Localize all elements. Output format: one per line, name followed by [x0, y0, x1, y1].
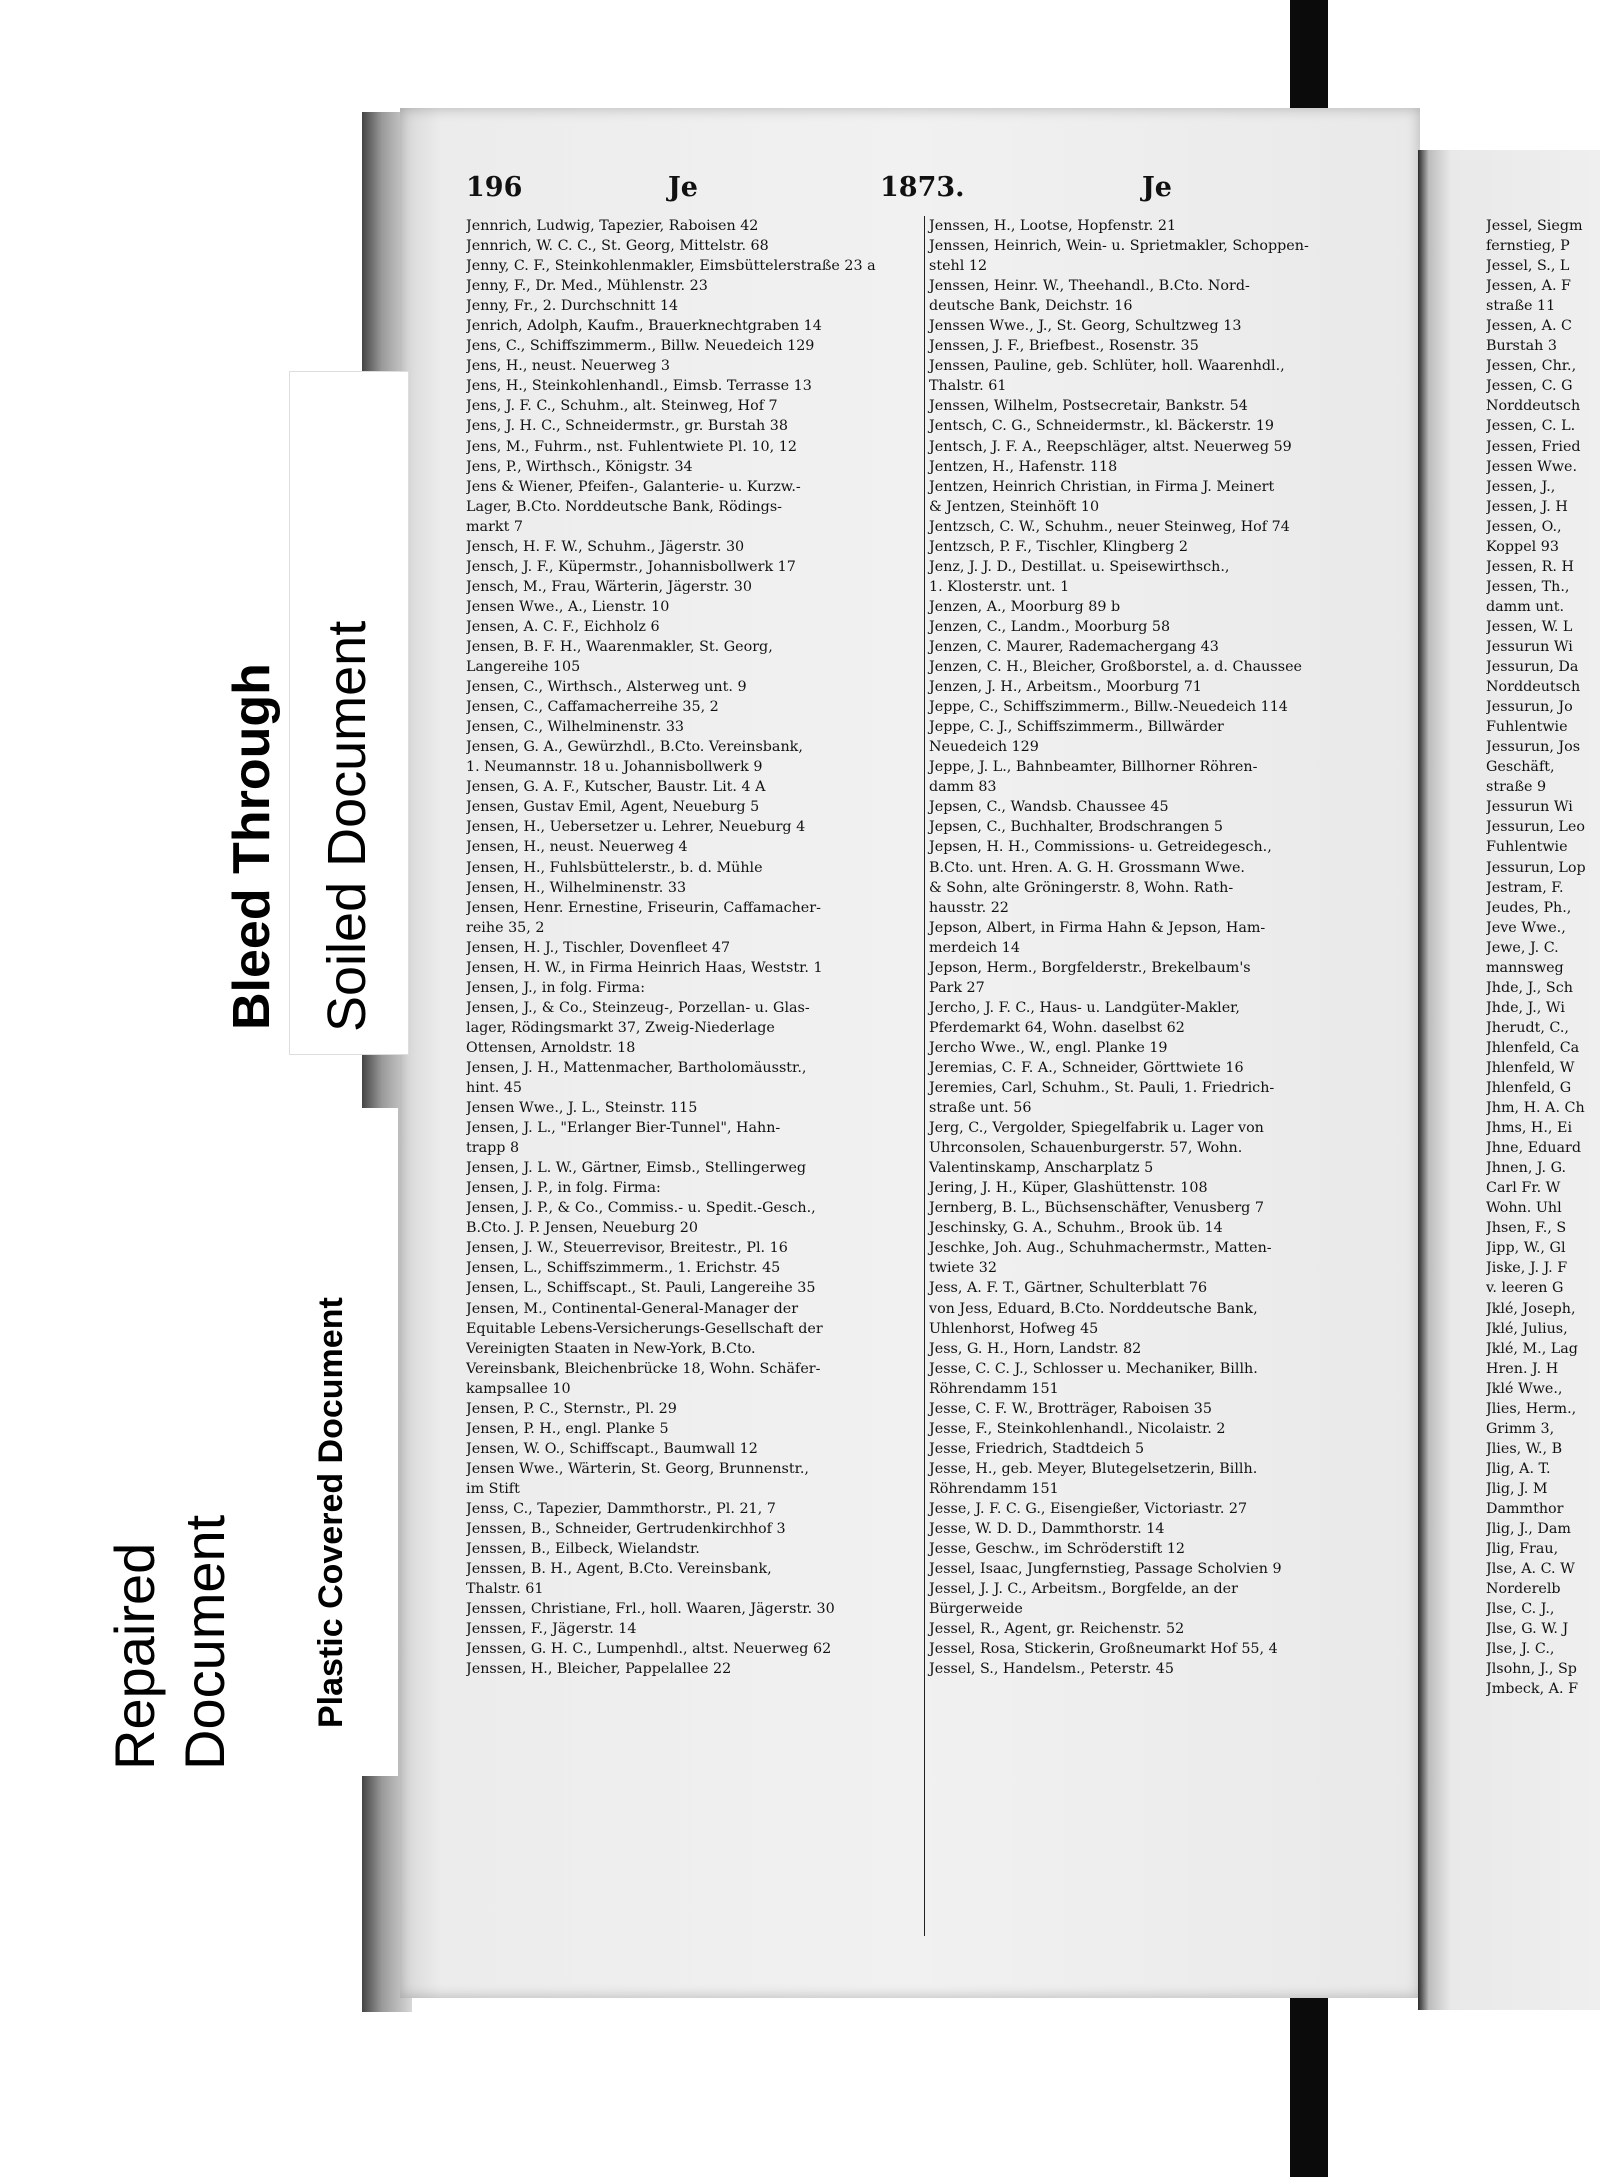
directory-entry-line: Norddeutsch	[1486, 679, 1581, 696]
directory-entry-line: Jesse, F., Steinkohlenhandl., Nicolaistr. 2	[929, 1420, 1226, 1437]
directory-entry-line: Jlig, A. T.	[1486, 1460, 1551, 1477]
directory-entry-line: Jensen, H., neust. Neuerweg 4	[466, 839, 688, 856]
directory-entry-line: Dammthor	[1486, 1501, 1564, 1517]
directory-entry-line: Jessel, S., Handelsm., Peterstr. 45	[929, 1661, 1174, 1678]
directory-entry-line: 1. Klosterstr. unt. 1	[929, 578, 1070, 595]
directory-entry-line: Jenrich, Adolph, Kaufm., Brauerknechtgraben 14	[466, 318, 822, 335]
plastic-covered-text: Plastic Covered Document	[312, 1297, 350, 1728]
directory-entry-line: Jenzen, A., Moorburg 89 b	[929, 598, 1121, 615]
directory-entry-line: Jessurun, Leo	[1486, 819, 1585, 836]
directory-entry-line: Jenss, C., Tapezier, Dammthorstr., Pl. 21, 7	[466, 1501, 776, 1517]
directory-entry-line: Jenssen, H., Lootse, Hopfenstr. 21	[929, 218, 1177, 234]
directory-entry-line: Jess, A. F. T., Gärtner, Schulterblatt 76	[929, 1280, 1208, 1297]
soiled-document-label	[290, 372, 408, 1054]
directory-entry-line: Jensen, J. H., Mattenmacher, Bartholomäusstr.,	[466, 1059, 807, 1076]
directory-entry-line: Langereihe 105	[466, 659, 581, 676]
directory-entry-line: Jering, J. H., Küper, Glashüttenstr. 108	[929, 1180, 1208, 1197]
directory-entry-line: Jlies, Herm.,	[1486, 1400, 1577, 1417]
directory-entry-line: Jennrich, Ludwig, Tapezier, Raboisen 42	[466, 218, 759, 234]
directory-entry-line: B.Cto. unt. Hren. A. G. H. Grossmann Wwe.	[929, 859, 1245, 876]
directory-entry-line: Jepson, Albert, in Firma Hahn & Jepson, Ham-	[929, 919, 1266, 936]
directory-entry-line: Equitable Lebens-Versicherungs-Gesellschaft der	[466, 1320, 823, 1337]
directory-entry-line: Jensen, J., & Co., Steinzeug-, Porzellan- u. Glas-	[466, 999, 810, 1016]
directory-entry-line: Jensen, P. H., engl. Planke 5	[466, 1420, 669, 1437]
repaired-text-line1: Repaired	[103, 1542, 166, 1770]
directory-entry-line: Jentzen, H., Hafenstr. 118	[929, 458, 1118, 475]
directory-entry-line: Jhnen, J. G.	[1486, 1160, 1567, 1177]
directory-entry-line: Vereinigten Staaten in New-York, B.Cto.	[466, 1340, 756, 1357]
directory-entry-line: Jhlenfeld, Ca	[1486, 1039, 1580, 1056]
directory-entry-line: Jensen, J. L. W., Gärtner, Eimsb., Stellingerweg	[466, 1160, 807, 1177]
directory-entry-line: trapp 8	[466, 1140, 520, 1157]
directory-entry-line: Jlse, G. W. J	[1486, 1621, 1569, 1638]
directory-entry-line: Jeppe, J. L., Bahnbeamter, Billhorner Röhren-	[929, 759, 1258, 776]
directory-entry-line: Jenz, J. J. D., Destillat. u. Speisewirthsch.,	[929, 558, 1230, 575]
directory-entry-line: Pferdemarkt 64, Wohn. daselbst 62	[929, 1019, 1185, 1036]
directory-entry-line: Jessen, Fried	[1486, 438, 1581, 455]
directory-entry-line: Jenssen, Christiane, Frl., holl. Waaren, Jägerstr. 30	[466, 1601, 835, 1618]
year: 1873.	[880, 172, 965, 203]
directory-entry-line: Jenssen, F., Jägerstr. 14	[466, 1621, 637, 1638]
directory-entry-line: Jenssen, Heinrich, Wein- u. Sprietmakler, Schoppen-	[929, 238, 1309, 255]
directory-entry-line: Jiske, J. J. F	[1486, 1260, 1568, 1277]
directory-entry-line: Jenssen, Wilhelm, Postsecretair, Bankstr. 54	[929, 398, 1248, 415]
directory-entry-line: Norderelb	[1486, 1581, 1561, 1598]
directory-entry-line: Jeremies, Carl, Schuhm., St. Pauli, 1. Friedrich-	[929, 1080, 1275, 1097]
directory-entry-line: stehl 12	[929, 258, 988, 275]
directory-entry-line: Jentzsch, P. F., Tischler, Klingberg 2	[929, 538, 1188, 555]
directory-entry-line: Geschäft,	[1486, 759, 1555, 776]
directory-entry-line: Jessen, J. H	[1486, 498, 1568, 515]
directory-column-left	[466, 216, 918, 1936]
directory-entry-line: Jenzen, C. Maurer, Rademachergang 43	[929, 638, 1219, 655]
directory-entry-line: Jenssen, Pauline, geb. Schlüter, holl. Waarenhdl.,	[929, 358, 1285, 375]
directory-entry-line: Jenssen, G. H. C., Lumpenhdl., altst. Neuerweg 62	[466, 1641, 832, 1658]
directory-entry-line: Jens & Wiener, Pfeifen-, Galanterie- u. Kurzw.-	[466, 478, 801, 495]
directory-entry-line: Jens, M., Fuhrm., nst. Fuhlentwiete Pl. 10, 12	[466, 438, 797, 455]
directory-entry-line: Jepsen, C., Buchhalter, Brodschrangen 5	[929, 819, 1223, 836]
directory-entry-line: Jesse, J. F. C. G., Eisengießer, Victoriastr. 27	[929, 1501, 1248, 1517]
bleed-through-text: Bleed Through	[223, 663, 281, 1030]
directory-entry-line: Jepson, Herm., Borgfelderstr., Brekelbaum's	[929, 959, 1251, 976]
directory-entry-line: Jklé, Julius,	[1486, 1320, 1568, 1337]
directory-entry-line: Jensen, C., Caffamacherreihe 35, 2	[466, 699, 719, 716]
directory-entry-line: Burstah 3	[1486, 338, 1558, 355]
directory-entry-line: Jensen, A. C. F., Eichholz 6	[466, 618, 660, 635]
directory-entry-line: Jens, C., Schiffszimmerm., Billw. Neuedeich 129	[466, 338, 815, 355]
directory-entry-line: Uhlenhorst, Hofweg 45	[929, 1320, 1099, 1337]
repaired-text-line2: Document	[173, 1514, 236, 1770]
directory-entry-line: deutsche Bank, Deichstr. 16	[929, 298, 1133, 315]
directory-entry-line: Jensen, H., Fuhlsbüttelerstr., b. d. Mühle	[466, 859, 763, 876]
directory-entry-line: Jeudes, Ph.,	[1486, 899, 1572, 916]
directory-entry-line: Jenssen, J. F., Briefbest., Rosenstr. 35	[929, 338, 1199, 355]
directory-entry-line: Jessel, J. J. C., Arbeitsm., Borgfelde, an der	[929, 1581, 1238, 1598]
directory-entry-line: Jlse, A. C. W	[1486, 1561, 1575, 1578]
repaired-document-label	[96, 1330, 256, 1800]
directory-entry-line: Jestram, F.	[1486, 879, 1564, 896]
directory-entry-line: Jhde, J., Wi	[1486, 999, 1565, 1016]
directory-entry-line: fernstieg, P	[1486, 238, 1570, 255]
directory-entry-line: Jesse, W. D. D., Dammthorstr. 14	[929, 1521, 1165, 1538]
directory-entry-line: Jessurun Wi	[1486, 799, 1573, 816]
directory-entry-line: Jennrich, W. C. C., St. Georg, Mittelstr. 68	[466, 238, 769, 255]
directory-entry-line: straße unt. 56	[929, 1100, 1032, 1117]
directory-entry-line: Jewe, J. C.	[1486, 939, 1559, 956]
directory-entry-line: twiete 32	[929, 1260, 997, 1277]
directory-entry-line: Bürgerweide	[929, 1601, 1023, 1618]
directory-entry-line: Jhms, H., Ei	[1486, 1120, 1573, 1137]
directory-entry-line: Jesse, Geschw., im Schröderstift 12	[929, 1541, 1186, 1558]
directory-entry-line: Jessen Wwe.	[1486, 458, 1578, 475]
directory-entry-line: Jessen, J.,	[1486, 478, 1556, 495]
directory-entry-line: Jhlenfeld, W	[1486, 1059, 1575, 1076]
directory-entry-line: Jensen, L., Schiffscapt., St. Pauli, Langereihe 35	[466, 1280, 816, 1297]
directory-entry-line: Jenssen, B., Schneider, Gertrudenkirchhof 3	[466, 1521, 786, 1538]
directory-entry-line: Jhne, Eduard	[1486, 1140, 1582, 1157]
directory-entry-line: Jessel, Rosa, Stickerin, Großneumarkt Hof 55, 4	[929, 1641, 1278, 1658]
directory-entry-line: im Stift	[466, 1480, 520, 1497]
directory-entry-line: Vereinsbank, Bleichenbrücke 18, Wohn. Schäfer-	[466, 1360, 821, 1377]
directory-entry-line: Jensch, M., Frau, Wärterin, Jägerstr. 30	[466, 578, 752, 595]
directory-entry-line: Jenny, F., Dr. Med., Mühlenstr. 23	[466, 278, 708, 295]
directory-entry-line: B.Cto. J. P. Jensen, Neueburg 20	[466, 1220, 698, 1237]
directory-entry-line: Jerg, C., Vergolder, Spiegelfabrik u. Lager von	[929, 1120, 1264, 1137]
directory-entry-line: Jenzen, C. H., Bleicher, Großborstel, a. d. Chaussee	[929, 659, 1302, 676]
directory-entry-line: Jenssen, B., Eilbeck, Wielandstr.	[466, 1541, 700, 1558]
directory-entry-line: Jessel, Isaac, Jungfernstieg, Passage Scholvien 9	[929, 1561, 1282, 1578]
directory-entry-line: Jercho Wwe., W., engl. Planke 19	[929, 1039, 1168, 1056]
directory-entry-line: Jessurun Wi	[1486, 638, 1573, 655]
directory-entry-line: Jhsen, F., S	[1486, 1220, 1567, 1237]
page-number: 196	[466, 172, 523, 203]
directory-entry-line: Jenny, Fr., 2. Durchschnitt 14	[466, 298, 679, 315]
directory-entry-line: Jesse, C. C. J., Schlosser u. Mechaniker, Billh.	[929, 1360, 1258, 1377]
directory-entry-line: Jens, J. F. C., Schuhm., alt. Steinweg, Hof 7	[466, 398, 778, 415]
directory-entry-line: Jesse, Friedrich, Stadtdeich 5	[929, 1440, 1145, 1457]
directory-entry-line: Jensen Wwe., J. L., Steinstr. 115	[466, 1100, 698, 1117]
directory-entry-line: Jessen, Th.,	[1486, 578, 1570, 595]
directory-entry-line: Jessen, C. G	[1486, 378, 1573, 395]
directory-entry-line: Jens, H., Steinkohlenhandl., Eimsb. Terrasse 13	[466, 378, 812, 395]
directory-entry-line: Jens, H., neust. Neuerweg 3	[466, 358, 670, 375]
directory-entry-line: Jenzen, C., Landm., Moorburg 58	[929, 618, 1171, 635]
directory-entry-line: Jensen, Henr. Ernestine, Friseurin, Caffamacher-	[466, 899, 821, 916]
directory-entry-line: Jensen Wwe., A., Lienstr. 10	[466, 598, 670, 615]
directory-entry-line: Hren. J. H	[1486, 1360, 1559, 1377]
directory-entry-line: straße 11	[1486, 298, 1556, 315]
directory-entry-line: Jensen, H. J., Tischler, Dovenfleet 47	[466, 939, 731, 956]
directory-entry-line: & Sohn, alte Gröningerstr. 8, Wohn. Rath-	[929, 879, 1234, 896]
directory-entry-line: Jessen, W. L	[1486, 618, 1573, 635]
directory-entry-line: Jessen, A. C	[1486, 318, 1572, 335]
directory-entry-line: Jernberg, B. L., Büchsenschäfter, Venusberg 7	[929, 1200, 1264, 1217]
directory-entry-line: kampsallee 10	[466, 1380, 571, 1397]
directory-entry-line: Röhrendamm 151	[929, 1380, 1059, 1397]
directory-entry-line: Jensen, G. A. F., Kutscher, Baustr. Lit. 4 A	[466, 779, 766, 796]
directory-entry-line: Jessel, R., Agent, gr. Reichenstr. 52	[929, 1621, 1185, 1638]
directory-entry-line: Jlig, J. M	[1486, 1480, 1548, 1497]
directory-entry-line: Jessel, Siegm	[1486, 218, 1583, 234]
directory-entry-line: Jessen, Chr.,	[1486, 358, 1577, 375]
directory-entry-line: Jenssen Wwe., J., St. Georg, Schultzweg 13	[929, 318, 1242, 335]
right-index-key: Je	[1142, 172, 1172, 203]
directory-entry-line: Jessurun, Lop	[1486, 859, 1586, 876]
directory-entry-line: Jensen, H., Wilhelminenstr. 33	[466, 879, 687, 896]
directory-entry-line: Jensen, P. C., Sternstr., Pl. 29	[466, 1400, 677, 1417]
directory-entry-line: Jessurun, Jos	[1486, 739, 1581, 756]
directory-entry-line: Jessurun, Jo	[1486, 699, 1573, 716]
directory-entry-line: Jlse, C. J.,	[1486, 1601, 1555, 1618]
directory-entry-line: Jessen, C. L.	[1486, 418, 1576, 435]
directory-entry-line: Jeppe, C. J., Schiffszimmerm., Billwärder	[929, 719, 1224, 736]
directory-entry-line: Uhrconsolen, Schauenburgerstr. 57, Wohn.	[929, 1140, 1243, 1157]
directory-entry-line: Jhde, J., Sch	[1486, 979, 1573, 996]
directory-entry-line: Norddeutsch	[1486, 398, 1581, 415]
directory-entry-line: Jens, J. H. C., Schneidermstr., gr. Burstah 38	[466, 418, 788, 435]
directory-entry-line: Jensen Wwe., Wärterin, St. Georg, Brunnenstr.,	[466, 1460, 809, 1477]
directory-entry-line: Jensen, G. A., Gewürzhdl., B.Cto. Vereinsbank,	[466, 739, 803, 756]
directory-entry-line: Jesse, H., geb. Meyer, Blutegelsetzerin, Billh.	[929, 1460, 1258, 1477]
directory-entry-line: & Jentzen, Steinhöft 10	[929, 498, 1100, 515]
directory-entry-line: markt 7	[466, 518, 523, 535]
directory-entry-line: Jlsohn, J., Sp	[1486, 1661, 1577, 1678]
directory-entry-line: Jessen, A. F	[1486, 278, 1571, 295]
soiled-document-text: Soiled Document	[317, 620, 377, 1032]
directory-entry-line: Jeschke, Joh. Aug., Schuhmachermstr., Matten-	[929, 1240, 1272, 1257]
directory-entry-line: Jess, G. H., Horn, Landstr. 82	[929, 1340, 1142, 1357]
directory-entry-line: Carl Fr. W	[1486, 1180, 1561, 1197]
bleed-through-label	[220, 470, 280, 1030]
directory-entry-line: damm 83	[929, 779, 997, 796]
directory-entry-line: Jeremias, C. F. A., Schneider, Görttwiete 16	[929, 1059, 1244, 1076]
directory-entry-line: Jensen, H. W., in Firma Heinrich Haas, Weststr. 1	[466, 959, 823, 976]
directory-entry-line: Valentinskamp, Anscharplatz 5	[929, 1160, 1154, 1177]
directory-entry-line: Jensen, J. P., & Co., Commiss.- u. Spedit.-Gesch.,	[466, 1200, 816, 1217]
directory-entry-line: Jhlenfeld, G	[1486, 1080, 1572, 1097]
directory-entry-line: Röhrendamm 151	[929, 1480, 1059, 1497]
directory-entry-line: Jensen, H., Uebersetzer u. Lehrer, Neueburg 4	[466, 819, 806, 836]
directory-entry-line: Jenny, C. F., Steinkohlenmakler, Eimsbüttelerstraße 23 a	[466, 258, 876, 275]
directory-entry-line: Ottensen, Arnoldstr. 18	[466, 1039, 636, 1056]
directory-entry-line: Jepsen, H. H., Commissions- u. Getreidegesch.,	[929, 839, 1272, 856]
directory-entry-line: Jlse, J. C.,	[1486, 1641, 1555, 1658]
directory-entry-line: Jentzsch, C. W., Schuhm., neuer Steinweg, Hof 74	[929, 518, 1290, 535]
directory-entry-line: hausstr. 22	[929, 899, 1009, 916]
directory-entry-line: Jensen, W. O., Schiffscapt., Baumwall 12	[466, 1440, 758, 1457]
directory-entry-line: Jentsch, C. G., Schneidermstr., kl. Bäckerstr. 19	[929, 418, 1275, 435]
directory-entry-line: Jeppe, C., Schiffszimmerm., Billw.-Neuedeich 114	[929, 699, 1288, 716]
directory-entry-line: lager, Rödingsmarkt 37, Zweig-Niederlage	[466, 1019, 775, 1036]
directory-entry-line: Jessen, R. H	[1486, 558, 1574, 575]
directory-entry-line: Fuhlentwie	[1486, 839, 1568, 856]
running-head	[466, 172, 1326, 206]
directory-entry-line: Jessen, O.,	[1486, 518, 1562, 535]
directory-entry-line: Thalstr. 61	[466, 1581, 544, 1598]
directory-entry-line: Jeschinsky, G. A., Schuhm., Brook üb. 14	[929, 1220, 1223, 1237]
directory-entry-line: Jensen, J. L., "Erlanger Bier-Tunnel", Hahn-	[466, 1120, 781, 1137]
directory-entry-line: Jensen, C., Wirthsch., Alsterweg unt. 9	[466, 679, 747, 696]
directory-entry-line: Neuedeich 129	[929, 739, 1039, 756]
directory-entry-line: Jherudt, C.,	[1486, 1019, 1569, 1036]
directory-entry-line: straße 9	[1486, 779, 1547, 796]
directory-entry-line: hint. 45	[466, 1080, 523, 1097]
directory-entry-line: merdeich 14	[929, 939, 1020, 956]
directory-entry-line: Jlig, J., Dam	[1486, 1521, 1571, 1538]
directory-entry-line: Jensen, C., Wilhelminenstr. 33	[466, 719, 685, 736]
directory-entry-line: Jensen, L., Schiffszimmerm., 1. Erichstr. 45	[466, 1260, 781, 1277]
directory-entry-line: Jeve Wwe.,	[1486, 919, 1566, 936]
directory-entry-line: Jensen, J. P., in folg. Firma:	[466, 1180, 661, 1197]
directory-entry-line: Jessurun, Da	[1486, 659, 1579, 676]
directory-entry-line: Jenzen, J. H., Arbeitsm., Moorburg 71	[929, 679, 1202, 696]
directory-entry-line: Jentsch, J. F. A., Reepschläger, altst. Neuerweg 59	[929, 438, 1292, 455]
directory-entry-line: Grimm 3,	[1486, 1420, 1555, 1437]
directory-entry-line: Jensch, J. F., Küpermstr., Johannisbollwerk 17	[466, 558, 796, 575]
directory-entry-line: Wohn. Uhl	[1486, 1200, 1562, 1217]
directory-entry-line: Jlies, W., B	[1486, 1440, 1563, 1457]
directory-entry-line: Jensen, J. W., Steuerrevisor, Breitestr., Pl. 16	[466, 1240, 788, 1257]
directory-entry-line: Park 27	[929, 979, 985, 996]
directory-entry-line: Jklé Wwe.,	[1486, 1380, 1563, 1397]
directory-entry-line: Jensen, J., in folg. Firma:	[466, 979, 646, 996]
directory-entry-line: Jenssen, B. H., Agent, B.Cto. Vereinsbank,	[466, 1561, 772, 1578]
directory-entry-line: 1. Neumannstr. 18 u. Johannisbollwerk 9	[466, 759, 763, 776]
directory-entry-line: Jesse, C. F. W., Brotträger, Raboisen 35	[929, 1400, 1212, 1417]
directory-column-middle	[924, 216, 1373, 1936]
directory-entry-line: Fuhlentwie	[1486, 719, 1568, 736]
directory-entry-line: Jmbeck, A. F	[1486, 1681, 1578, 1698]
directory-entry-line: von Jess, Eduard, B.Cto. Norddeutsche Bank,	[929, 1300, 1258, 1317]
directory-entry-line: Jklé, Joseph,	[1486, 1300, 1576, 1317]
directory-entry-line: Koppel 93	[1486, 538, 1559, 555]
directory-entry-line: Jensen, B. F. H., Waarenmakler, St. Georg,	[466, 638, 773, 655]
directory-entry-line: Thalstr. 61	[929, 378, 1007, 395]
directory-entry-line: Jentzen, Heinrich Christian, in Firma J. Meinert	[929, 478, 1275, 495]
directory-column-facing	[1486, 216, 1600, 1936]
directory-entry-line: mannsweg	[1486, 959, 1564, 976]
directory-entry-line: reihe 35, 2	[466, 919, 545, 936]
directory-entry-line: Jepsen, C., Wandsb. Chaussee 45	[929, 799, 1169, 816]
directory-entry-line: damm unt.	[1486, 598, 1565, 615]
directory-entry-line: Jercho, J. F. C., Haus- u. Landgüter-Makler,	[929, 999, 1240, 1016]
directory-entry-line: Jensen, Gustav Emil, Agent, Neueburg 5	[466, 799, 760, 816]
directory-entry-line: Lager, B.Cto. Norddeutsche Bank, Rödings-	[466, 498, 783, 515]
directory-entry-line: Jklé, M., Lag	[1486, 1340, 1578, 1357]
directory-entry-line: Jens, P., Wirthsch., Königstr. 34	[466, 458, 693, 475]
left-index-key: Je	[668, 172, 698, 203]
directory-entry-line: Jlig, Frau,	[1486, 1541, 1559, 1558]
directory-entry-line: Jensch, H. F. W., Schuhm., Jägerstr. 30	[466, 538, 745, 555]
plastic-covered-label	[290, 1108, 398, 1776]
directory-entry-line: Jenssen, Heinr. W., Theehandl., B.Cto. Nord-	[929, 278, 1250, 295]
directory-entry-line: Jipp, W., Gl	[1486, 1240, 1566, 1257]
directory-entry-line: Jensen, M., Continental-General-Manager der	[466, 1300, 799, 1317]
directory-entry-line: v. leeren G	[1486, 1280, 1564, 1297]
directory-entry-line: Jhm, H. A. Ch	[1486, 1100, 1585, 1117]
directory-entry-line: Jenssen, H., Bleicher, Pappelallee 22	[466, 1661, 732, 1678]
directory-entry-line: Jessel, S., L	[1486, 258, 1570, 275]
